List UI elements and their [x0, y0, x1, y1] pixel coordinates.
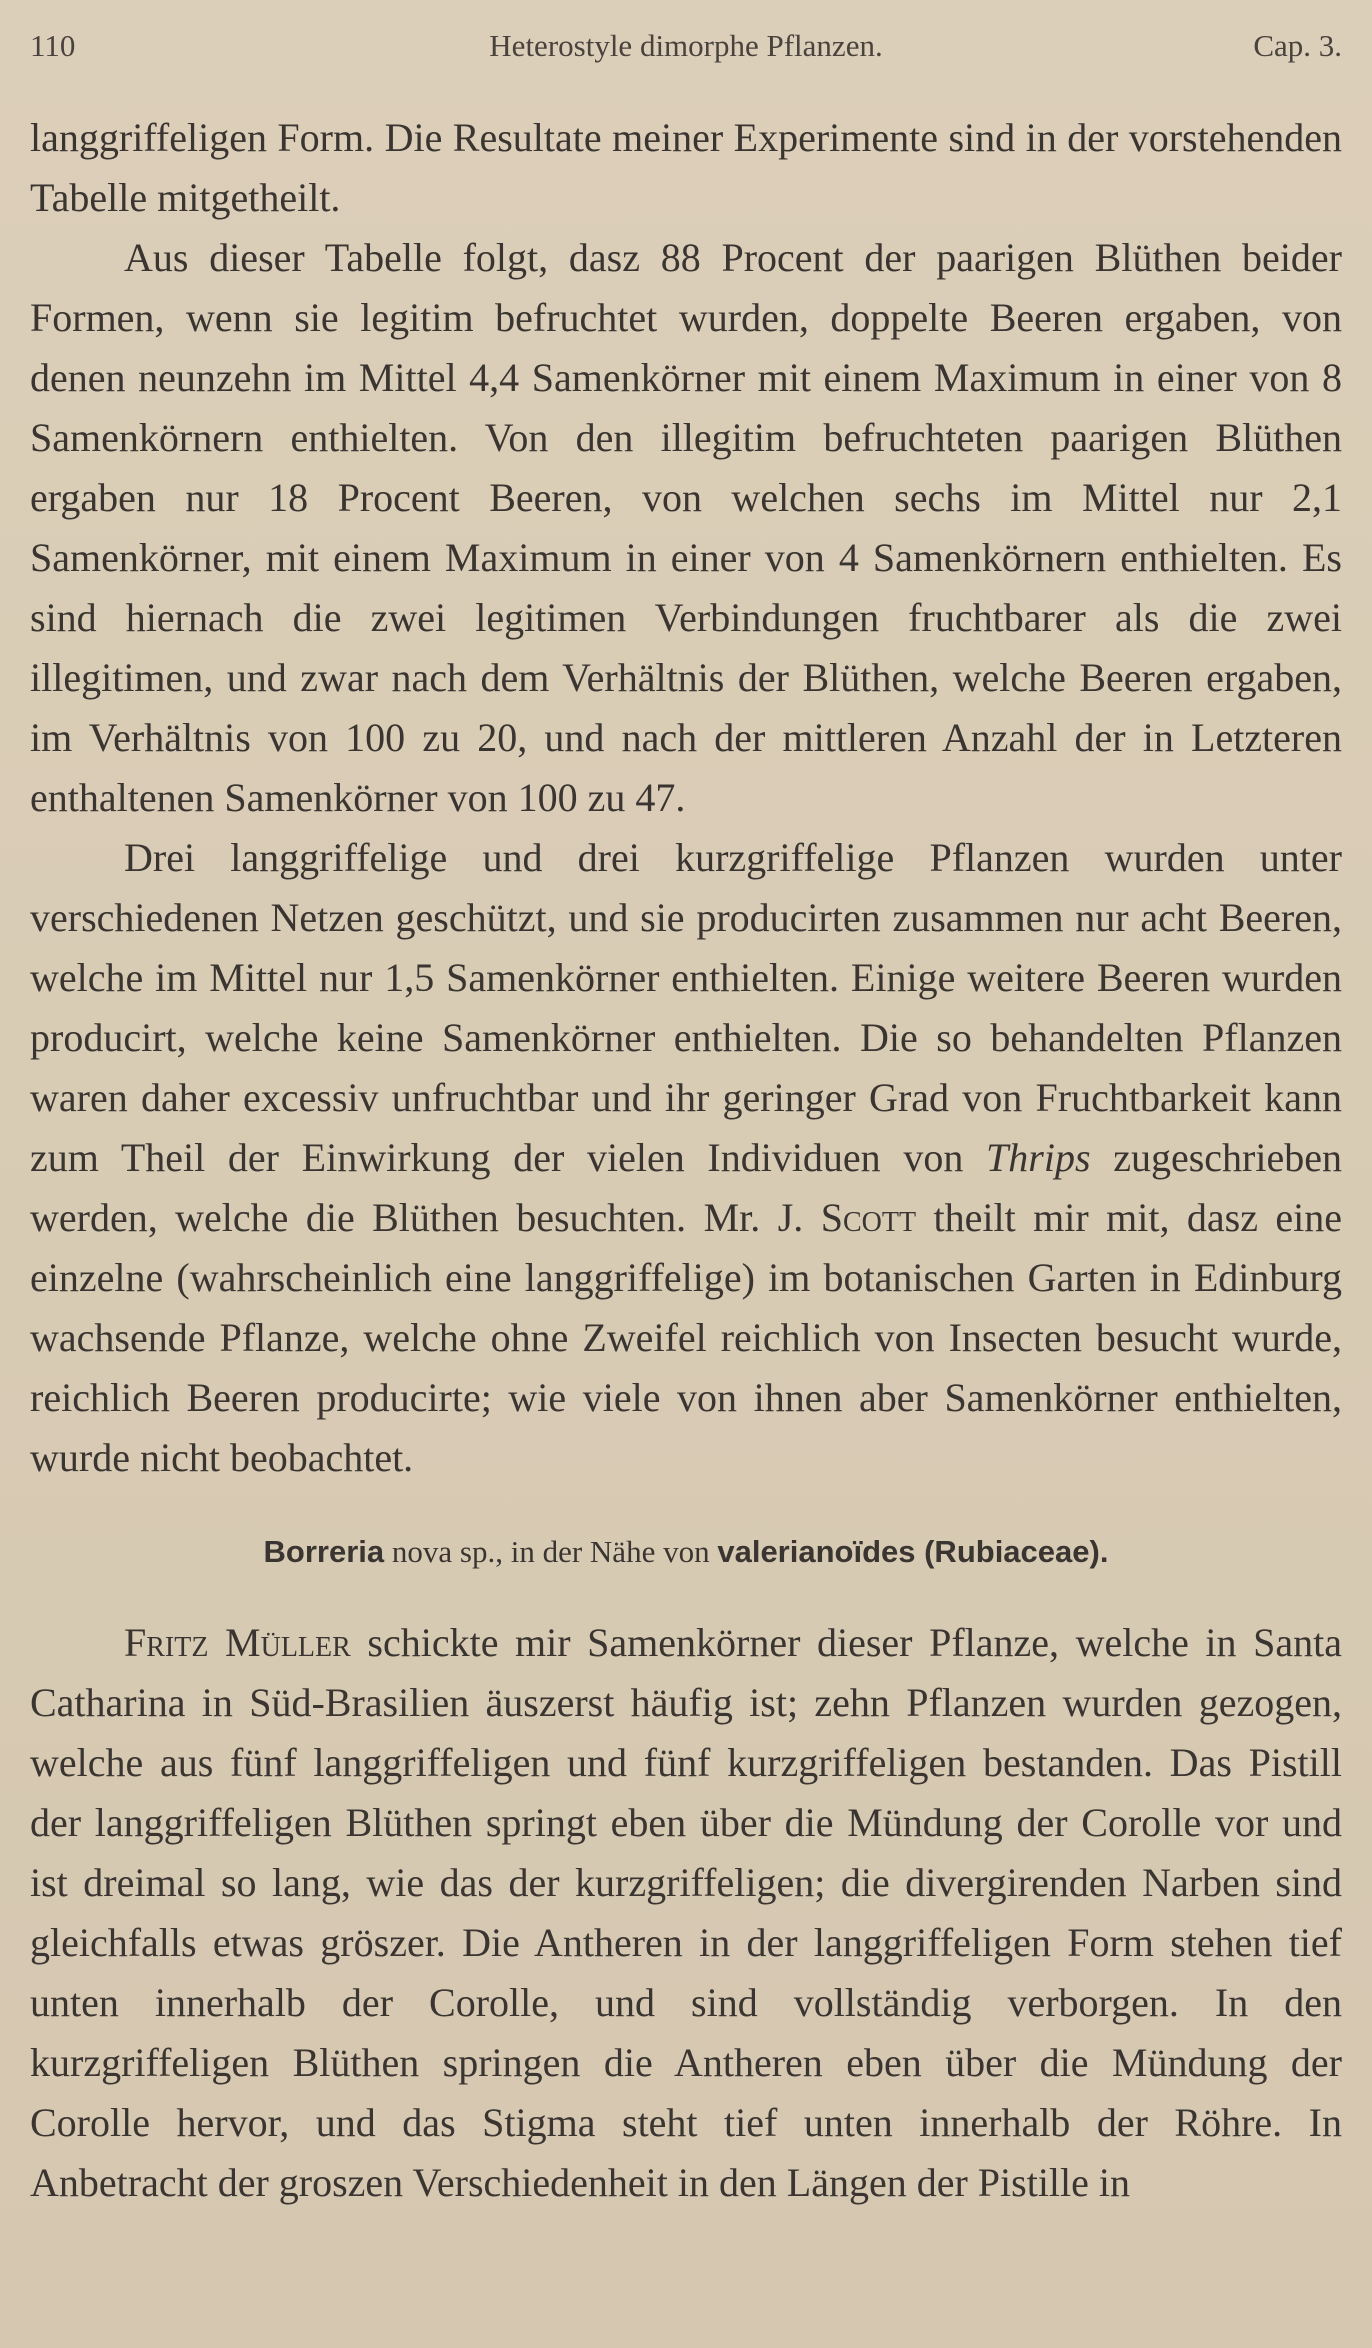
thrips-genus-italic: Thrips [986, 1135, 1091, 1180]
paragraph-text-part: schickte mir Samenkörner dieser Pflanze, welche in Santa Catharina in Süd-Brasilien äuszerst häufig ist; zehn Pflanzen wurden gezogen, welche aus fünf langgriffeligen und fünf kurzgriffeligen bestanden. Das Pistill der langgriffeligen Blüthen springt eben über die Mündung der Corolle vor und ist dreimal so lang, wie das der kurzgriffeligen; die divergirenden Narben sind gleichfalls etwas gröszer. Die Antheren in der langgriffeligen Form stehen tief unten innerhalb der Corolle, und sind vollständig verborgen. In den kurzgriffeligen Blüthen springen die Antheren eben über die Mündung der Corolle hervor, und das Stigma steht tief unten innerhalb der Röhre. In Anbetracht der groszen Verschiedenheit in den Längen der Pistille in [30, 1620, 1342, 2205]
species-name: valerianoïdes [717, 1534, 916, 1569]
paragraph-continuation: langgriffeligen Form. Die Resultate meiner Experimente sind in der vorstehenden Tabelle mitgetheilt. [30, 115, 1342, 220]
paragraph-text-part: theilt mir mit, dasz eine einzelne (wahrscheinlich eine langgriffelige) im botanischen Garten in Edinburg wachsende Pflanze, welche ohne Zweifel reichlich von Insecten besucht wurde, reichlich Beeren producirte; wie viele von ihnen aber Samenkörner enthielten, wurde nicht beobachtet. [30, 1195, 1342, 1480]
author-name: Fritz Müller [124, 1620, 351, 1665]
running-title: Heterostyle dimorphe Pflanzen. [489, 28, 883, 63]
species-heading [30, 1529, 1342, 1575]
paragraph-protected-plants [30, 828, 1342, 1488]
paragraph-borreria-description [30, 1613, 1342, 2213]
family-name: (Rubiaceae). [915, 1534, 1109, 1569]
chapter-label: Cap. 3. [1253, 28, 1342, 63]
paragraph-text-part: zugeschrieben werden, welche die Blüthen besuchten. Mr. J. [30, 1135, 1342, 1240]
page-number: 110 [30, 28, 76, 63]
scott-name: Scott [820, 1195, 917, 1240]
paragraph-table-results: Aus dieser Tabelle folgt, dasz 88 Procent der paarigen Blüthen beider Formen, wenn sie legitim befruchtet wurden, doppelte Beeren ergaben, von denen neunzehn im Mittel 4,4 Samenkörner mit einem Maximum in einer von 8 Samenkörnern enthielten. Von den illegitim befruchteten paarigen Blüthen ergaben nur 18 Procent Beeren, von welchen sechs im Mittel nur 2,1 Samenkörner, mit einem Maximum in einer von 4 Samenkörnern enthielten. Es sind hiernach die zwei legitimen Verbindungen fruchtbarer als die zwei illegitimen, und zwar nach dem Verhältnis der Blüthen, welche Beeren ergaben, im Verhältnis von 100 zu 20, und nach der mittleren Anzahl der in Letzteren enthaltenen Samenkörner von 100 zu 47. [30, 235, 1342, 820]
heading-middle-text: nova sp., in der Nähe von [384, 1534, 718, 1569]
paragraph-text-part: Drei langgriffelige und drei kurzgriffelige Pflanzen wurden unter verschiedenen Netzen geschützt, und sie producirten zusammen nur acht Beeren, welche im Mittel nur 1,5 Samenkörner enthielten. Einige weitere Beeren wurden producirt, welche keine Samenkörner enthielten. Die so behandelten Pflanzen waren daher excessiv unfruchtbar und ihr geringer Grad von Fruchtbarkeit kann zum Theil der Einwirkung der vielen Individuen von [30, 835, 1342, 1180]
genus-name: Borreria [263, 1534, 385, 1569]
page-header [30, 28, 1342, 72]
body-text [30, 108, 1342, 2213]
